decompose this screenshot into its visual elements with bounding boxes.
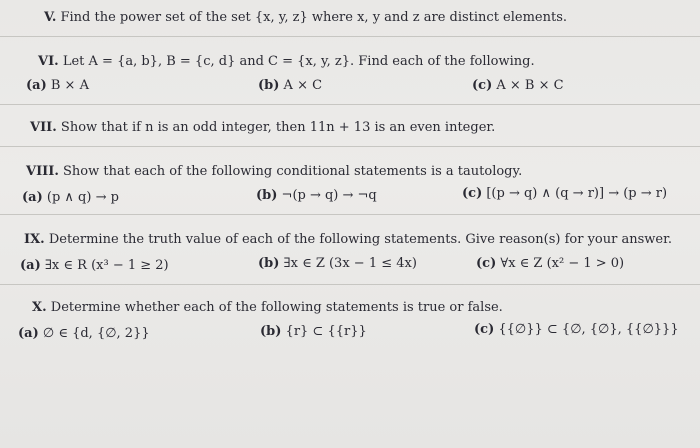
part-expression: {{∅}} ⊂ {∅, {∅}, {{∅}}} xyxy=(498,322,679,337)
problem-v xyxy=(44,10,567,26)
part-a xyxy=(18,326,150,342)
part-a xyxy=(20,258,169,274)
problem-text: Find the power set of the set {x, y, z} where x, y and z are distinct elements. xyxy=(60,10,568,25)
problem-number: VI. xyxy=(38,54,59,69)
part-label: (a) xyxy=(18,326,39,341)
problem-text: Show that each of the following conditional statements is a tautology. xyxy=(63,164,523,179)
part-label: (c) xyxy=(474,322,495,337)
part-label: (a) xyxy=(22,190,43,205)
problem-number: X. xyxy=(32,300,47,315)
part-label: (b) xyxy=(256,188,278,203)
part-expression: ∃x ∈ R (x³ − 1 ≥ 2) xyxy=(44,258,169,273)
problem-text: Determine the truth value of each of the following statements. Give reason(s) for your answer. xyxy=(48,232,672,247)
problem-viii xyxy=(26,164,522,180)
part-label: (c) xyxy=(472,78,493,93)
problem-vi xyxy=(38,54,535,70)
part-c xyxy=(462,186,667,202)
problem-text: Show that if n is an odd integer, then 11n + 13 is an even integer. xyxy=(60,120,496,135)
part-expression: {r} ⊂ {{r}} xyxy=(285,324,367,339)
part-expression: ∅ ∈ {d, {∅, 2}} xyxy=(42,326,150,341)
part-c xyxy=(476,256,624,272)
problem-vii xyxy=(30,120,495,136)
part-b xyxy=(256,188,377,204)
problem-number: VII. xyxy=(30,120,57,135)
divider xyxy=(0,214,700,215)
divider xyxy=(0,36,700,37)
part-label: (b) xyxy=(258,78,280,93)
part-a xyxy=(22,190,119,206)
problem-number: IX. xyxy=(24,232,45,247)
problem-x xyxy=(32,300,503,316)
part-c xyxy=(472,78,564,94)
part-expression: [(p → q) ∧ (q → r)] → (p → r) xyxy=(486,186,668,201)
part-label: (c) xyxy=(462,186,483,201)
part-label: (a) xyxy=(26,78,47,93)
problem-text: Let A = {a, b}, B = {c, d} and C = {x, y, z}. Find each of the following. xyxy=(62,54,535,69)
problem-ix xyxy=(24,232,672,248)
part-expression: A × C xyxy=(283,78,323,93)
part-b xyxy=(258,78,322,94)
part-a xyxy=(26,78,89,94)
part-label: (b) xyxy=(258,256,280,271)
part-c xyxy=(474,322,679,338)
part-expression: ∀x ∈ Z (x² − 1 > 0) xyxy=(500,256,625,271)
part-expression: ∃x ∈ Z (3x − 1 ≤ 4x) xyxy=(283,256,417,271)
part-b xyxy=(258,256,417,272)
problem-number: VIII. xyxy=(26,164,59,179)
divider xyxy=(0,284,700,285)
part-label: (c) xyxy=(476,256,497,271)
part-label: (b) xyxy=(260,324,282,339)
part-label: (a) xyxy=(20,258,41,273)
problem-text: Determine whether each of the following statements is true or false. xyxy=(50,300,503,315)
divider xyxy=(0,146,700,147)
part-expression: (p ∧ q) → p xyxy=(46,190,119,205)
part-expression: ¬(p → q) → ¬q xyxy=(281,188,377,203)
part-expression: A × B × C xyxy=(496,78,564,93)
problem-number: V. xyxy=(44,10,57,25)
divider xyxy=(0,104,700,105)
part-expression: B × A xyxy=(50,78,89,93)
part-b xyxy=(260,324,367,340)
